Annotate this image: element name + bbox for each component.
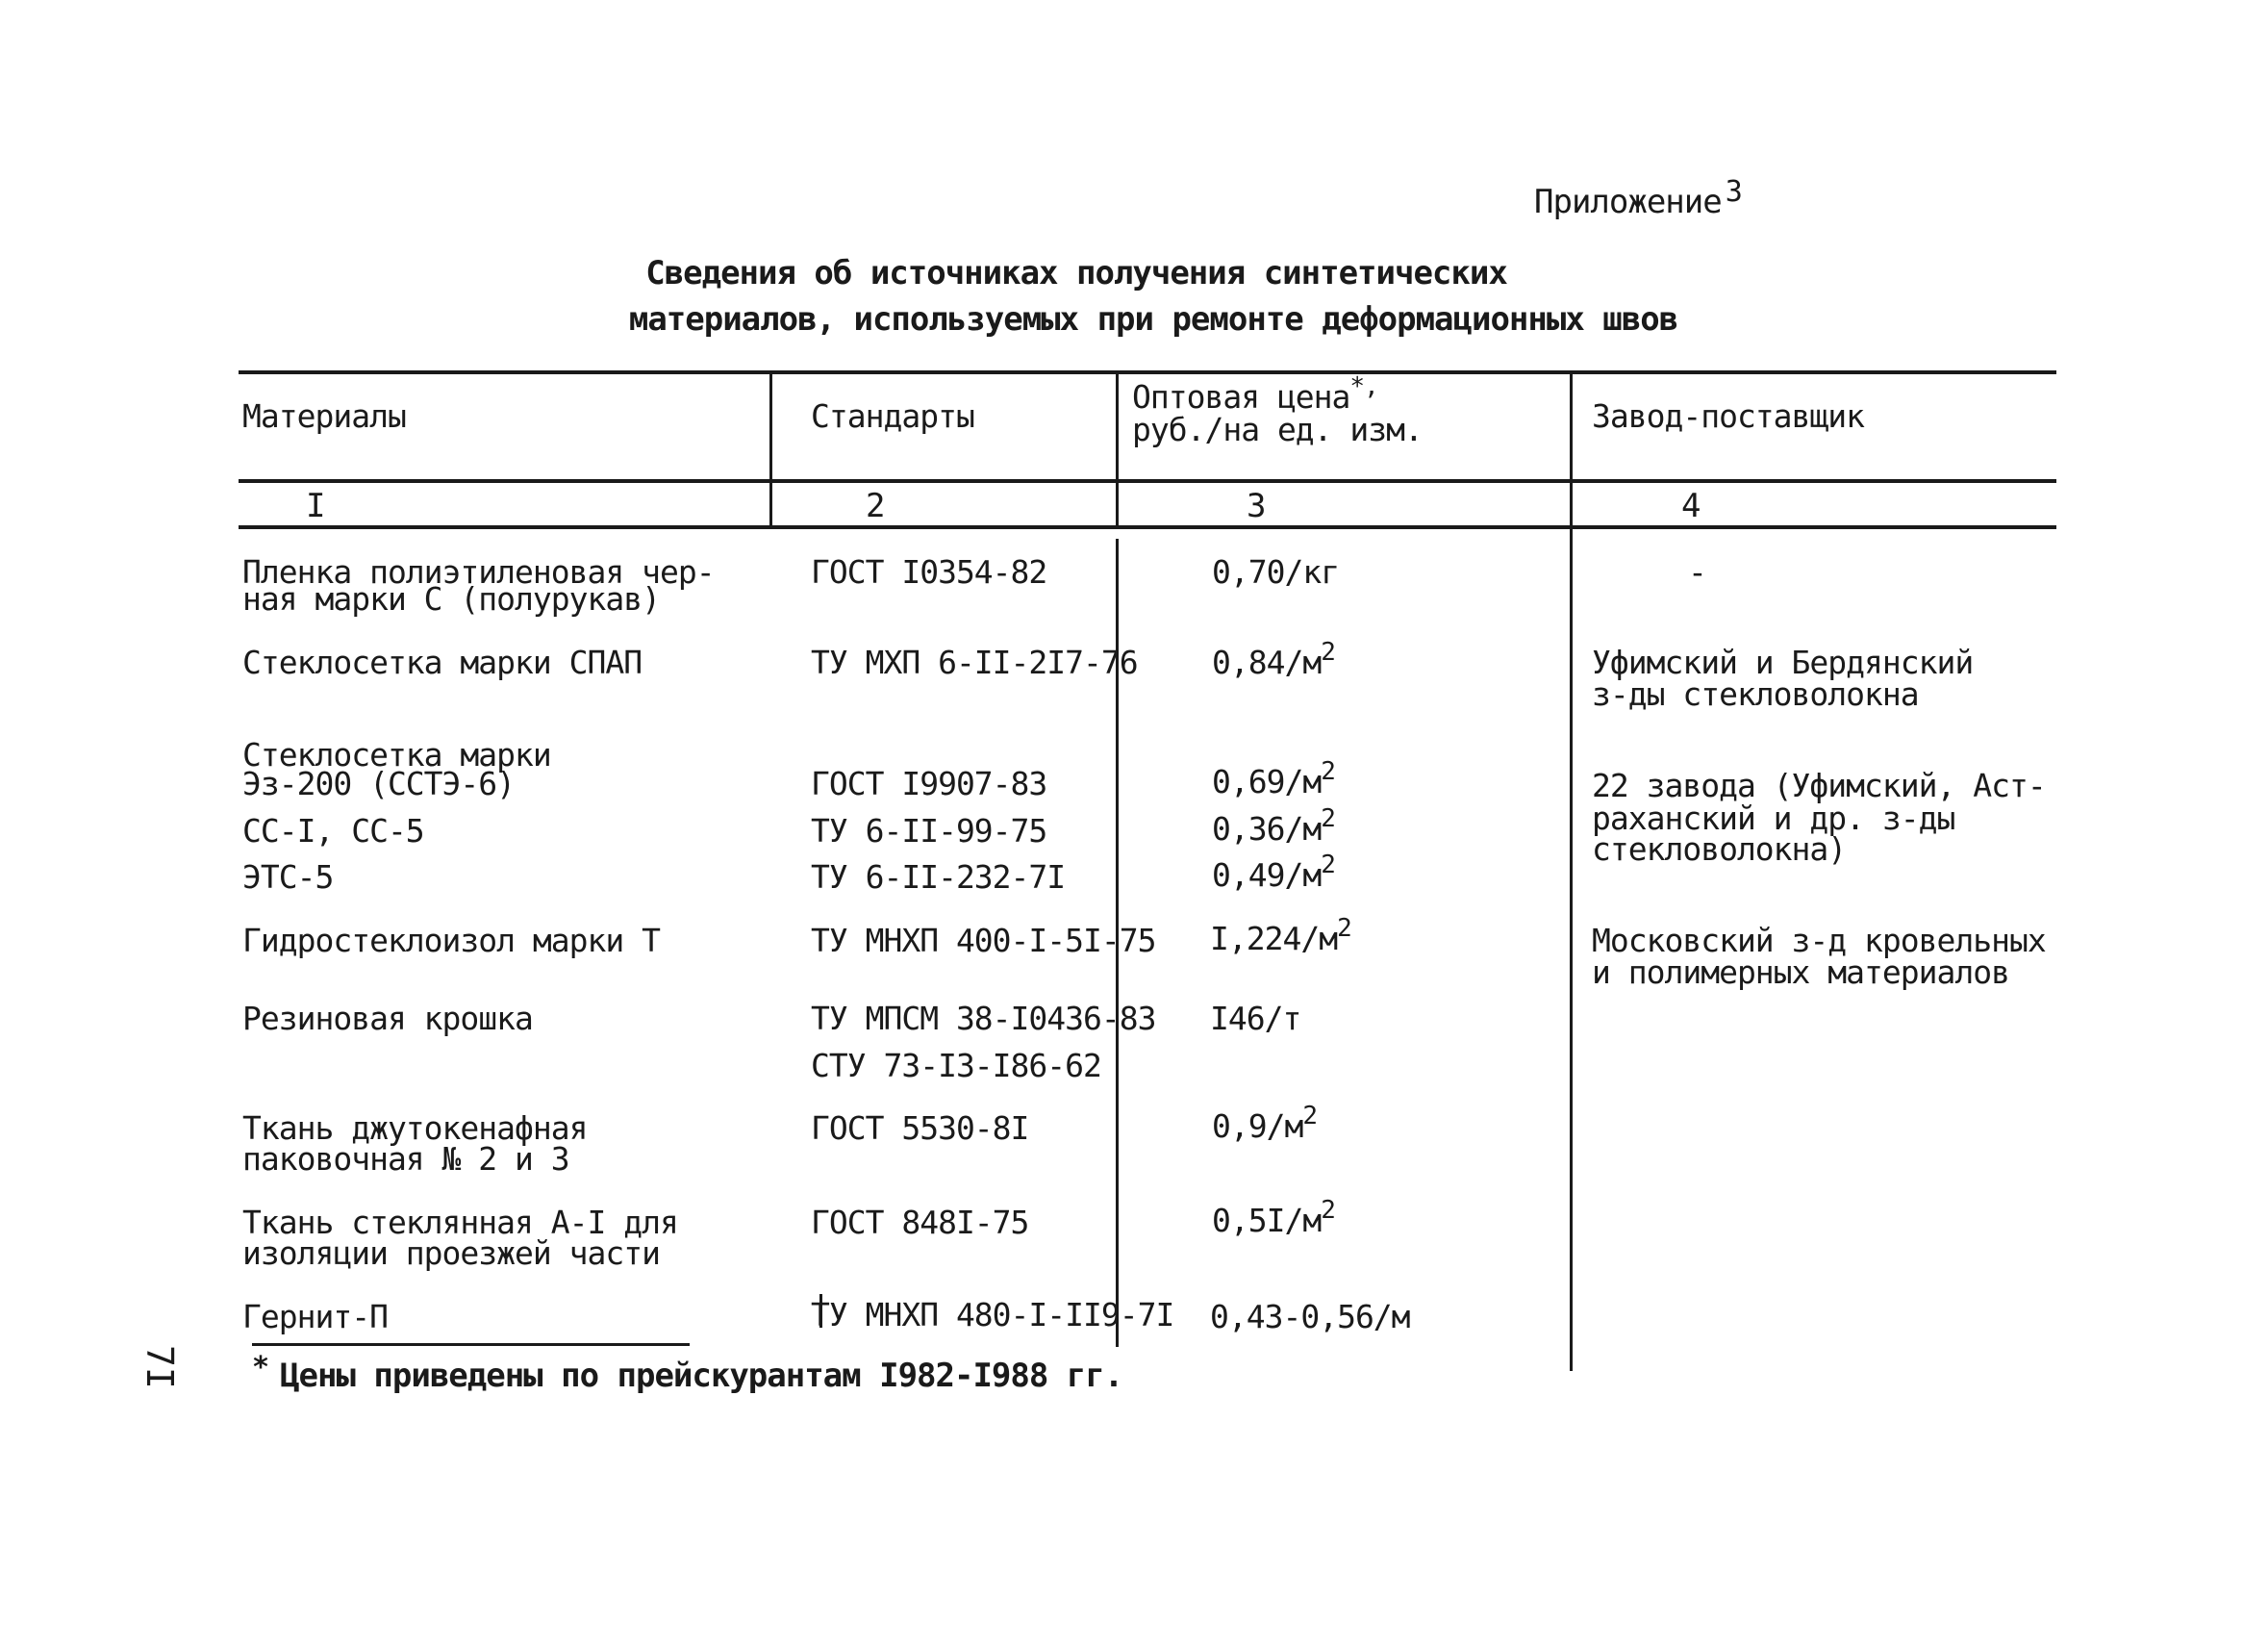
row-1-material-line-1: Пленка полиэтиленовая чер- — [242, 553, 715, 591]
row-11-price-value: 0,43-0,56/м — [1210, 1298, 1410, 1335]
row-1-standard: ГОСТ I0354-82 — [811, 553, 1047, 591]
row-6-supplier-line-2: и полимерных материалов — [1592, 953, 2009, 991]
row-6-price — [1210, 914, 1351, 958]
row-7-price — [1210, 1000, 1301, 1037]
page-number: 7I — [139, 1345, 181, 1389]
row-9-standard: ГОСТ 5530-8I — [811, 1109, 1029, 1147]
row-6-material: Гидростеклоизол марки Т — [242, 922, 660, 959]
row-5-standard: ТУ 6-II-232-7I — [811, 858, 1066, 896]
row-1-price-value: 0,70/кг — [1212, 553, 1340, 591]
appendix-label — [1534, 175, 1742, 221]
row-9-price-exponent: 2 — [1302, 1102, 1317, 1130]
header-supplier: Завод-поставщик — [1592, 397, 1865, 435]
row-11-standard: ТУ МНХП 480-I-II9-7I — [811, 1296, 1174, 1333]
row-7-standard: ТУ МПСМ 38-I0436-83 — [811, 1000, 1156, 1037]
row-10-price-value: 0,5I/м — [1212, 1202, 1322, 1239]
row-9-material-line-1: Ткань джутокенафная — [242, 1109, 588, 1147]
appendix-number: 3 — [1725, 175, 1742, 209]
row-10-price — [1212, 1196, 1335, 1240]
header-price-text: Оптовая цена — [1132, 378, 1350, 416]
row-3-supplier-line-2: раханский и др. з-ды — [1592, 800, 1955, 837]
document-title-line-1: Сведения об источниках получения синтетических — [645, 254, 1507, 292]
row-3-supplier-line-3: стекловолокна) — [1592, 830, 1847, 868]
row-2-material: Стеклосетка марки СПАП — [242, 644, 643, 681]
row-4-price-exponent: 2 — [1321, 804, 1335, 833]
row-1-price — [1212, 553, 1340, 591]
column-number-2: 2 — [866, 487, 885, 525]
row-4-price-value: 0,36/м — [1212, 810, 1322, 848]
row-3-standard: ГОСТ I9907-83 — [811, 765, 1047, 802]
column-number-1: I — [306, 487, 325, 525]
header-materials: Материалы — [242, 397, 406, 435]
row-1-material-line-2: ная марки С (полурукав) — [242, 580, 660, 618]
row-3-price-exponent: 2 — [1321, 757, 1335, 786]
document-title-line-2: материалов, используемых при ремонте деформационных швов — [628, 300, 1678, 339]
row-2-price-exponent: 2 — [1321, 638, 1335, 667]
row-3-price — [1212, 757, 1335, 801]
header-standards: Стандарты — [811, 397, 974, 435]
column-numbers-rule — [239, 525, 2056, 529]
row-2-price — [1212, 638, 1335, 682]
row-2-supplier-line-1: Уфимский и Бердянский — [1592, 644, 1974, 681]
column-number-3: 3 — [1247, 487, 1266, 525]
row-3-material-line-1: Стеклосетка марки — [242, 736, 551, 774]
row-9-price-value: 0,9/м — [1212, 1107, 1303, 1145]
row-7-price-value: I46/т — [1210, 1000, 1301, 1037]
row-6-price-exponent: 2 — [1337, 914, 1351, 943]
row-2-price-value: 0,84/м — [1212, 644, 1322, 681]
row-2-standard: ТУ МХП 6-II-2I7-76 — [811, 644, 1138, 681]
footnote-rule — [252, 1343, 690, 1346]
row-10-price-exponent: 2 — [1321, 1196, 1335, 1225]
table-top-rule — [239, 370, 2056, 374]
row-5-material: ЭТС-5 — [242, 858, 334, 896]
footnote-mark: * — [252, 1351, 269, 1384]
column-divider-2 — [1116, 370, 1119, 526]
row-3-price-value: 0,69/м — [1212, 763, 1322, 800]
row-11-price — [1210, 1298, 1410, 1335]
footnote — [252, 1351, 1123, 1395]
row-10-standard: ГОСТ 848I-75 — [811, 1204, 1029, 1241]
row-6-standard: ТУ МНХП 400-I-5I-75 — [811, 922, 1156, 959]
row-4-standard: ТУ 6-II-99-75 — [811, 812, 1047, 850]
column-number-4: 4 — [1681, 487, 1701, 525]
row-3-supplier-line-1: 22 завода (Уфимский, Аст- — [1592, 767, 2046, 804]
header-price-line-2: руб./на ед. изм. — [1132, 411, 1423, 448]
row-5-price — [1212, 851, 1335, 895]
row-10-material-line-2: изоляции проезжей части — [242, 1234, 660, 1272]
row-11-material: Гернит-П — [242, 1298, 388, 1335]
row-7-material: Резиновая крошка — [242, 1000, 533, 1037]
row-3-material-line-2: Эз-200 (ССТЭ-6) — [242, 765, 516, 802]
header-bottom-rule — [239, 479, 2056, 483]
row-4-price — [1212, 804, 1335, 849]
row-6-price-value: I,224/м — [1210, 920, 1338, 957]
row-10-material-line-1: Ткань стеклянная А-I для — [242, 1204, 678, 1241]
row-9-price — [1212, 1102, 1317, 1146]
row-1-supplier: - — [1688, 553, 1706, 591]
column-divider-3 — [1570, 370, 1573, 1371]
header-price-mark: *, — [1349, 372, 1378, 401]
appendix-text: Приложение — [1534, 183, 1722, 221]
row-9-material-line-2: паковочная № 2 и 3 — [242, 1140, 569, 1178]
footnote-text: Цены приведены по прейскурантам I982-I988 гг. — [280, 1357, 1123, 1395]
row-5-price-exponent: 2 — [1321, 851, 1335, 879]
column-divider-1 — [769, 370, 772, 526]
row-4-material: СС-I, СС-5 — [242, 812, 424, 850]
row-8-standard: СТУ 73-I3-I86-62 — [811, 1047, 1101, 1084]
row-6-supplier-line-1: Московский з-д кровельных — [1592, 922, 2046, 959]
row-2-supplier-line-2: з-ды стекловолокна — [1592, 675, 1919, 713]
row-5-price-value: 0,49/м — [1212, 856, 1322, 894]
